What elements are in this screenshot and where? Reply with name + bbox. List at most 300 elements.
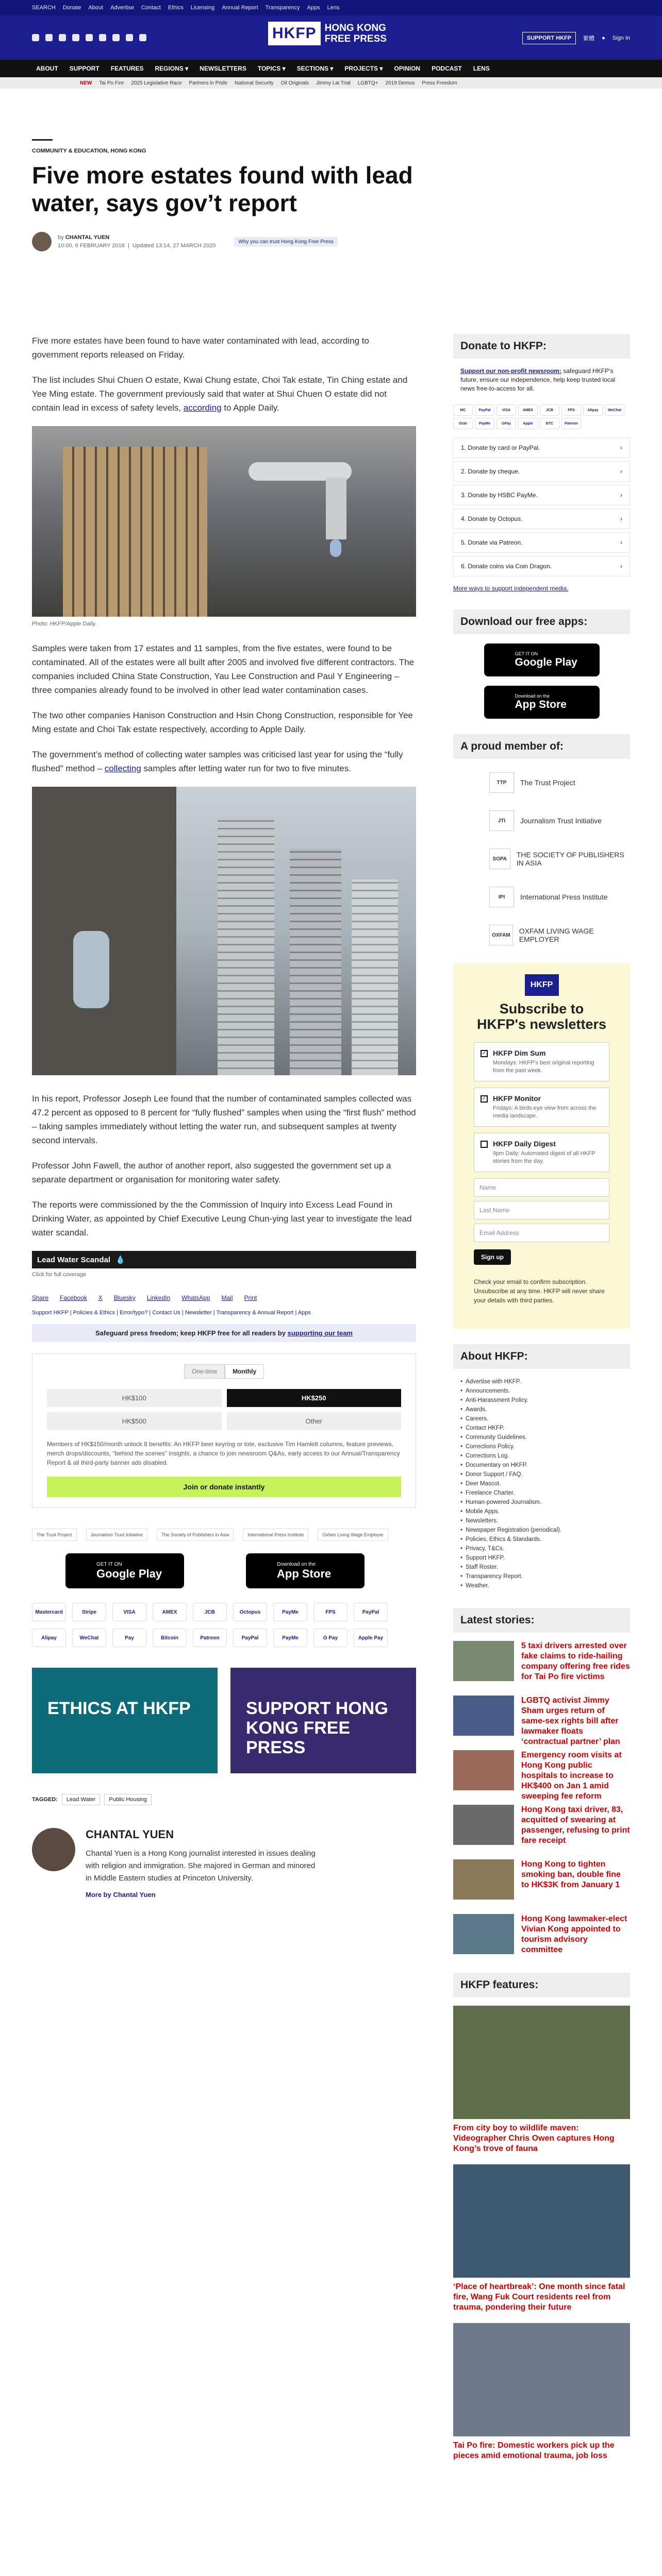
feature-story[interactable]: [453, 2323, 630, 2461]
member-logo: OXFAM: [489, 925, 513, 945]
payment-logo: Alipay: [32, 1629, 66, 1647]
donate-option[interactable]: [453, 509, 630, 529]
about-heading: About HKFP:: [453, 1344, 630, 1369]
nav-item[interactable]: OPINION: [394, 65, 421, 72]
member-org[interactable]: [489, 806, 630, 835]
sign-in-link[interactable]: Sign In: [612, 35, 630, 41]
article-title: Five more estates found with lead water, says gov’t report: [32, 162, 413, 216]
about-item[interactable]: [460, 1451, 623, 1461]
newsletter-option[interactable]: [474, 1042, 609, 1081]
topbar-link[interactable]: Annual Report: [222, 5, 258, 11]
about-link[interactable]: Policies, Ethics & Standards.: [466, 1536, 542, 1543]
latest-story[interactable]: [453, 1641, 630, 1684]
site-logo[interactable]: [268, 22, 387, 45]
language-link[interactable]: 繁體: [583, 36, 595, 42]
latest-heading: Latest stories:: [453, 1608, 630, 1633]
feature-headline[interactable]: ‘Place of heartbreak’: One month since fatal fire, Wang Fuk Court residents reel from trauma, pondering their future: [453, 2282, 625, 2312]
topbar-link[interactable]: Ethics: [168, 5, 184, 11]
nav-item[interactable]: SUPPORT: [69, 65, 100, 72]
topbar-link[interactable]: Advertise: [110, 5, 134, 11]
about-link[interactable]: Human-powered Journalism.: [466, 1499, 542, 1505]
chevron-right-icon: ›: [620, 468, 622, 475]
amount-option[interactable]: HK$500: [47, 1412, 222, 1430]
topbar-link[interactable]: Contact: [141, 5, 161, 11]
member-org[interactable]: [489, 921, 630, 950]
donate-option-label: 3. Donate by HSBC PayMe.: [461, 492, 538, 499]
story-thumbnail[interactable]: [453, 1696, 514, 1736]
tags-label: TAGGED:: [32, 1797, 58, 1803]
logo-line1: HONG KONG: [324, 23, 386, 33]
about-item[interactable]: [460, 1526, 623, 1535]
payment-card: PayPal: [475, 404, 494, 416]
bullet-icon: •: [460, 1416, 463, 1422]
google-play-button[interactable]: GET IT ON Google Play: [65, 1553, 184, 1588]
app-store-button[interactable]: Download on the App Store: [246, 1553, 365, 1588]
about-link[interactable]: Deer Mascot.: [466, 1481, 501, 1487]
support-team-link[interactable]: supporting our team: [287, 1329, 353, 1337]
newsletter-desc: 9pm Daily: Automated digest of all HKFP stories from the day.: [493, 1150, 595, 1164]
search-link[interactable]: SEARCH: [32, 5, 56, 11]
bullet-icon: •: [460, 1434, 463, 1440]
about-link[interactable]: Community Guidelines.: [466, 1434, 527, 1440]
article-footer-links[interactable]: Support HKFP | Policies & Ethics | Error/typo? | Contact Us | Newsletter | Transparency & Annual Report | Apps: [32, 1310, 311, 1316]
about-item[interactable]: [460, 1442, 623, 1451]
social-icons: [32, 34, 146, 41]
about-item[interactable]: [460, 1423, 623, 1433]
about-item[interactable]: [460, 1433, 623, 1442]
chevron-right-icon: ›: [620, 539, 622, 546]
donate-option[interactable]: [453, 556, 630, 577]
payment-logo: PayMe: [273, 1629, 307, 1647]
nav-item[interactable]: NEWSLETTERS: [200, 65, 246, 72]
photo-caption: Photo: HKFP/Apple Daily.: [32, 621, 97, 627]
about-item[interactable]: [460, 1414, 623, 1423]
nav-item[interactable]: LENS: [473, 65, 490, 72]
linkedin-icon[interactable]: [86, 34, 93, 41]
topbar-link[interactable]: About: [88, 5, 104, 11]
nav-item[interactable]: ABOUT: [36, 65, 58, 72]
donate-option[interactable]: [453, 461, 630, 482]
payment-logo: WeChat: [72, 1629, 106, 1647]
youtube-icon[interactable]: [99, 34, 106, 41]
sidebar-google-play[interactable]: GET IT ON Google Play: [484, 643, 600, 676]
updated-date: Updated 13:14, 27 MARCH 2020: [132, 243, 216, 249]
member-logo: TTP: [489, 772, 514, 793]
share-link[interactable]: Mail: [221, 1294, 233, 1301]
about-item[interactable]: [460, 1553, 623, 1563]
member-badge[interactable]: The Trust Project: [32, 1529, 77, 1541]
about-link[interactable]: Documentary on HKFP.: [466, 1462, 527, 1468]
donate-option-label: 6. Donate coins via Coin Dragon.: [461, 563, 552, 570]
coverage-banner[interactable]: [32, 1251, 416, 1268]
member-logo: SOPA: [489, 849, 510, 869]
payment-logo: JCB: [193, 1603, 227, 1621]
logo-line2: FREE PRESS: [324, 33, 387, 44]
donate-option-label: 2. Donate by cheque.: [461, 468, 520, 475]
about-link[interactable]: Support HKFP.: [466, 1555, 505, 1561]
newsletter-option[interactable]: [474, 1088, 609, 1127]
latest-story[interactable]: [453, 1859, 630, 1903]
more-by-author-link[interactable]: More by Chantal Yuen: [86, 1891, 156, 1899]
amount-option-other[interactable]: Other: [227, 1412, 402, 1430]
story-thumbnail[interactable]: [453, 1914, 514, 1954]
trust-link[interactable]: Why you can trust Hong Kong Free Press: [234, 237, 338, 247]
instagram-icon[interactable]: [59, 34, 66, 41]
bullet-icon: •: [460, 1388, 463, 1394]
bullet-icon: •: [460, 1379, 463, 1385]
bullet-icon: •: [460, 1397, 463, 1403]
about-list: [453, 1377, 630, 1590]
feature-story[interactable]: [453, 2164, 630, 2313]
about-link[interactable]: Mobile Apps.: [466, 1509, 500, 1515]
page-wrap: [32, 139, 630, 2460]
bullet-icon: •: [460, 1444, 463, 1450]
bullet-icon: •: [460, 1471, 463, 1478]
share-link[interactable]: Print: [244, 1294, 257, 1301]
payment-card: Apple: [518, 418, 538, 429]
donate-option-label: 4. Donate by Octopus.: [461, 515, 523, 522]
main-nav: [0, 60, 662, 77]
share-link[interactable]: LinkedIn: [146, 1294, 171, 1301]
about-item[interactable]: [460, 1488, 623, 1498]
mail-icon[interactable]: [112, 34, 120, 41]
donate-widget: [32, 1353, 416, 1508]
bullet-icon: •: [460, 1573, 463, 1580]
about-link[interactable]: Newsletters.: [466, 1518, 499, 1524]
member-name: OXFAM LIVING WAGE EMPLOYER: [519, 927, 594, 943]
bullet-icon: •: [460, 1546, 463, 1552]
about-item[interactable]: [460, 1563, 623, 1572]
bullet-icon: •: [460, 1527, 463, 1533]
donate-blurb: Support our non-profit newsroom: safeguard HKFP’s future, ensure our independence, help keep trusted local news free-to-access for all.: [460, 367, 616, 392]
logo-mark: HKFP: [268, 22, 321, 45]
member-badge[interactable]: Journalism Trust Initiative: [86, 1529, 148, 1541]
subnav-item[interactable]: National Security: [235, 80, 274, 86]
chevron-right-icon: ›: [620, 515, 622, 522]
chevron-right-icon: ›: [620, 563, 622, 570]
support-button[interactable]: SUPPORT HKFP: [522, 32, 576, 44]
about-link[interactable]: Announcements.: [466, 1388, 510, 1394]
about-item[interactable]: [460, 1470, 623, 1479]
app-buttons: [32, 1553, 416, 1588]
paragraph: The reports were commissioned by the the Commission of Inquiry into Excess Lead Found in Drinking Water, as appointed by Chief Executive Leung Chun-ying last year to investigate the lead water scandal.: [32, 1200, 412, 1238]
share-link[interactable]: Bluesky: [113, 1294, 136, 1301]
feature-image[interactable]: [453, 2323, 630, 2436]
payment-card: WeChat: [605, 404, 624, 416]
join-donate-button[interactable]: Join or donate instantly: [47, 1477, 401, 1497]
safeguard-banner: Safeguard press freedom; keep HKFP free for all readers by supporting our team: [32, 1324, 416, 1342]
paragraph: Samples were taken from 17 estates and 11 samples, from the five estates, were found to be contaminated. All of the estates were all built after 2005 and involved five different contractors. The companies included China State Construction, Yau Lee Construction and Paul Y Engineering – three companies already found to be involved in other lead water contamination cases.: [32, 643, 415, 695]
promo-tile[interactable]: SUPPORT HONG KONG FREE PRESS: [230, 1668, 416, 1773]
story-headline[interactable]: 5 taxi drivers arrested over fake claims to ride-hailing company offering free rides for Tai Po fire victims: [521, 1641, 630, 1681]
bullet-icon: •: [460, 1453, 463, 1459]
payment-card: JCB: [540, 404, 559, 416]
payment-card: Patreon: [561, 418, 581, 429]
checkbox[interactable]: ✓: [481, 1095, 488, 1103]
bullet-icon: •: [460, 1509, 463, 1515]
paragraph: The list includes Shui Chuen O estate, Kwai Chung estate, Choi Tak estate, Tin Ching estate and Yee Ming estate. The government previously said that water at Shui Chuen O estate did not contain lead in excess of safety levels, according to Apple Daily.: [32, 375, 408, 413]
about-item[interactable]: [460, 1405, 623, 1414]
author-name[interactable]: CHANTAL YUEN: [86, 1828, 174, 1841]
source-link[interactable]: collecting: [104, 764, 141, 773]
member-badge[interactable]: The Society of Publishers in Asia: [157, 1529, 234, 1541]
member-org[interactable]: [489, 883, 630, 911]
about-link[interactable]: Transparency Report.: [466, 1573, 523, 1580]
share-link[interactable]: Facebook: [60, 1294, 87, 1301]
latest-story[interactable]: [453, 1914, 630, 1957]
nav-item[interactable]: FEATURES: [110, 65, 144, 72]
sign-up-button[interactable]: Sign up: [474, 1249, 511, 1265]
payment-logo: Stripe: [72, 1603, 106, 1621]
share-label[interactable]: Share: [32, 1294, 49, 1301]
x-icon[interactable]: [45, 34, 53, 41]
member-badge[interactable]: International Press Institute: [243, 1529, 308, 1541]
payment-card: BTC: [540, 418, 559, 429]
about-item[interactable]: [460, 1507, 623, 1516]
nav-item[interactable]: TOPICS ▾: [257, 65, 286, 72]
payment-logo: VISA: [112, 1603, 146, 1621]
about-link[interactable]: Freelance Charter.: [466, 1490, 515, 1496]
member-org[interactable]: [489, 844, 630, 873]
tab-monthly[interactable]: Monthly: [225, 1364, 264, 1379]
member-badges: [32, 1529, 416, 1541]
story-thumbnail[interactable]: [453, 1641, 514, 1681]
payment-card: PayMe: [475, 418, 494, 429]
new-badge: NEW: [80, 80, 92, 86]
sub-nav: [0, 77, 662, 89]
threads-icon[interactable]: [72, 34, 79, 41]
member-name: Journalism Trust Initiative: [520, 817, 602, 825]
top-bar: [0, 0, 662, 15]
about-link[interactable]: Careers.: [466, 1416, 489, 1422]
chevron-right-icon: ›: [620, 492, 622, 499]
paragraph: Five more estates have been found to have water contaminated with lead, according to government reports released on Friday.: [32, 336, 369, 360]
bullet-icon: •: [460, 1462, 463, 1468]
share-link[interactable]: WhatsApp: [181, 1294, 210, 1301]
email-input[interactable]: Email Address: [474, 1224, 609, 1242]
newsletter-note: Check your email to confirm subscription. Unsubscribe at any time. HKFP will never share your details with third parties.: [474, 1278, 605, 1304]
story-headline[interactable]: Emergency room visits at Hong Kong public hospitals to increase to HK$400 on Jan 1 amid sweeping fee reform: [521, 1751, 622, 1801]
payment-logo: PayPal: [233, 1629, 267, 1647]
payment-logo: Patreon: [193, 1629, 227, 1647]
member-list: [453, 768, 630, 950]
about-item[interactable]: [460, 1479, 623, 1488]
payment-card: VISA: [496, 404, 516, 416]
about-item[interactable]: [460, 1535, 623, 1544]
newsletter-title: Subscribe to HKFP's newsletters: [476, 1001, 606, 1032]
feature-image[interactable]: [453, 2006, 630, 2119]
nonprofit-link[interactable]: Support our non-profit newsroom:: [460, 367, 561, 375]
payment-logo: Apple Pay: [354, 1629, 388, 1647]
subnav-item[interactable]: Jimmy Lai Trial: [316, 80, 351, 86]
about-link[interactable]: Corrections Policy.: [466, 1444, 515, 1450]
story-headline[interactable]: Hong Kong lawmaker-elect Vivian Kong appointed to tourism advisory committee: [521, 1914, 627, 1954]
about-link[interactable]: Donor Support / FAQ.: [466, 1471, 523, 1478]
topbar-link[interactable]: Apps: [307, 5, 320, 11]
member-name: The Trust Project: [520, 778, 575, 787]
member-badge[interactable]: Oxfam Living Wage Employer: [318, 1529, 388, 1541]
bluesky-icon[interactable]: [126, 34, 133, 41]
waterdrop-icon: 💧: [115, 1256, 125, 1264]
amount-option-selected[interactable]: HK$250: [227, 1389, 402, 1407]
tags: [32, 1794, 416, 1805]
payment-logo: Octopus: [233, 1603, 267, 1621]
nav-item[interactable]: REGIONS ▾: [155, 65, 189, 72]
newsletter-option[interactable]: [474, 1133, 609, 1172]
sidebar: [453, 334, 630, 2471]
donate-option[interactable]: [453, 437, 630, 458]
about-link[interactable]: Contact HKFP.: [466, 1425, 505, 1431]
story-thumbnail[interactable]: [453, 1859, 514, 1900]
payment-methods: [32, 1603, 416, 1647]
name-input[interactable]: Name: [474, 1178, 609, 1197]
donate-option-label: 1. Donate by card or PayPal.: [461, 444, 540, 451]
latest-story[interactable]: [453, 1750, 630, 1801]
donate-heading: Donate to HKFP:: [453, 334, 630, 359]
promo-tiles: [32, 1668, 416, 1773]
donate-option[interactable]: [453, 485, 630, 505]
newsletter-name: HKFP Dim Sum: [493, 1049, 546, 1057]
topbar-link[interactable]: Transparency: [265, 5, 300, 11]
amount-option[interactable]: HK$100: [47, 1389, 222, 1407]
about-item[interactable]: [460, 1396, 623, 1405]
about-item[interactable]: [460, 1377, 623, 1386]
author-avatar[interactable]: [32, 232, 52, 251]
about-item[interactable]: [460, 1572, 623, 1581]
subnav-item[interactable]: Oil Originals: [280, 80, 309, 86]
donate-option-label: 5. Donate via Patreon.: [461, 539, 523, 546]
feature-image[interactable]: [453, 2164, 630, 2278]
story-headline[interactable]: Hong Kong taxi driver, 83, acquitted of swearing at passenger, refusing to print fare receipt: [521, 1805, 630, 1845]
sidebar-app-store[interactable]: Download on the App Store: [484, 686, 600, 719]
tab-one-time[interactable]: One-time: [184, 1364, 225, 1379]
newsletter-name: HKFP Daily Digest: [493, 1140, 556, 1148]
user-icon[interactable]: ●: [602, 35, 605, 41]
checkbox[interactable]: ✓: [481, 1050, 488, 1057]
bullet-icon: •: [460, 1583, 463, 1589]
crumb-accent: [32, 139, 53, 141]
about-link[interactable]: Advertise with HKFP.: [466, 1379, 521, 1385]
subnav-item[interactable]: 2025 Legislative Race: [131, 80, 182, 86]
byline-by: by: [58, 234, 64, 241]
bullet-icon: •: [460, 1425, 463, 1431]
latest-story[interactable]: [453, 1805, 630, 1848]
last-name-input[interactable]: Last Name: [474, 1201, 609, 1219]
newsletter-logo: HKFP: [525, 974, 559, 996]
latest-stories: [453, 1641, 630, 1957]
bullet-icon: •: [460, 1490, 463, 1496]
about-link[interactable]: Newspaper Registration (periodical).: [466, 1527, 562, 1533]
latest-story[interactable]: [453, 1696, 630, 1746]
bullet-icon: •: [460, 1481, 463, 1487]
topbar-link[interactable]: Lens: [327, 5, 340, 11]
breadcrumb[interactable]: COMMUNITY & EDUCATION, HONG KONG: [32, 148, 146, 154]
coverage-caption: Click for full coverage: [32, 1272, 87, 1278]
payment-logo: PayPal: [354, 1603, 388, 1621]
tag-link[interactable]: Public Housing: [104, 1794, 151, 1805]
story-headline[interactable]: Hong Kong to tighten smoking ban, double fine to HK$3K from January 1: [521, 1860, 621, 1889]
about-item[interactable]: [460, 1516, 623, 1526]
donate-option[interactable]: [453, 532, 630, 553]
subnav-item[interactable]: 2019 Demos: [385, 80, 415, 86]
author-link[interactable]: CHANTAL YUEN: [65, 234, 110, 241]
sidebar-payment-cards: [453, 404, 630, 429]
source-link[interactable]: according: [183, 403, 222, 413]
subnav-item[interactable]: Tai Po Fire: [99, 80, 124, 86]
about-item[interactable]: [460, 1461, 623, 1470]
newsletter-box: [453, 963, 630, 1329]
payment-logo: G Pay: [313, 1629, 347, 1647]
facebook-icon[interactable]: [32, 34, 39, 41]
story-headline[interactable]: LGBTQ activist Jimmy Sham urges return of same-sex rights bill after lawmaker floats ‘contractual partner’ plan: [521, 1696, 620, 1746]
feature-story[interactable]: [453, 2006, 630, 2154]
subnav-item[interactable]: Press Freedom: [422, 80, 457, 86]
chevron-right-icon: ›: [620, 444, 622, 451]
payment-logo: AMEX: [153, 1603, 187, 1621]
author-photo[interactable]: [32, 1828, 75, 1871]
about-item[interactable]: [460, 1386, 623, 1396]
feature-headline[interactable]: From city boy to wildlife maven: Videographer Chris Owen captures Hong Kong’s trove of fauna: [453, 2124, 615, 2153]
about-link[interactable]: Corrections Log.: [466, 1453, 509, 1459]
nav-item[interactable]: SECTIONS ▾: [296, 65, 334, 72]
about-link[interactable]: Awards.: [466, 1406, 487, 1413]
bullet-icon: •: [460, 1555, 463, 1561]
author-bio: Chantal Yuen is a Hong Kong journalist interested in issues dealing with religion and immigration. She majored in German and minored in Middle Eastern studies at Princeton University.: [86, 1849, 316, 1883]
bullet-icon: •: [460, 1536, 463, 1543]
article-photo-tap[interactable]: [32, 426, 416, 617]
subnav-item[interactable]: LGBTQ+: [357, 80, 378, 86]
newsletter-desc: Fridays: A birds-eye view from across the media landscape.: [493, 1105, 597, 1119]
member-name: THE SOCIETY OF PUBLISHERS IN ASIA: [516, 851, 624, 867]
more-ways-link[interactable]: More ways to support independent media.: [453, 585, 569, 592]
article-photo-estate[interactable]: [32, 787, 416, 1075]
payment-logo: FPS: [313, 1603, 347, 1621]
share-bar: [32, 1294, 416, 1301]
tag-link[interactable]: Lead Water: [62, 1794, 100, 1805]
about-link[interactable]: Weather.: [466, 1583, 489, 1589]
paragraph: The government’s method of collecting water samples was criticised last year for using the “fully flushed” method – collecting samples after letting water run for two to five minutes.: [32, 750, 403, 773]
about-link[interactable]: Privacy, T&Cs.: [466, 1546, 505, 1552]
paragraph: Professor John Fawell, the author of another report, also suggested the government set up a separate department or organisation for monitoring water safety.: [32, 1161, 391, 1184]
paragraph: In his report, Professor Joseph Lee found that the number of contaminated samples collected was 47.2 percent as opposed to 8 percent for “fully flushed” samples when using the “first flush” method – taking samples immediately without letting the water run, and subsequent samples at twenty second intervals.: [32, 1094, 416, 1145]
payment-logo: PayMe: [273, 1603, 307, 1621]
byline: by CHANTAL YUEN 10:00, 6 FEBRUARY 2016 | Updated 13:14, 27 MARCH 2020 Why you can trust Hong Kong Free Press: [32, 229, 630, 254]
payment-card: GPay: [496, 418, 516, 429]
about-link[interactable]: Staff Roster.: [466, 1564, 499, 1570]
member-org[interactable]: [489, 768, 630, 797]
about-item[interactable]: [460, 1544, 623, 1553]
feature-headline[interactable]: Tai Po fire: Domestic workers pick up the pieces amid emotional trauma, job loss: [453, 2441, 615, 2460]
about-item[interactable]: [460, 1498, 623, 1507]
nav-item[interactable]: PROJECTS ▾: [344, 65, 383, 72]
share-link[interactable]: X: [98, 1294, 103, 1301]
telegram-icon[interactable]: [139, 34, 146, 41]
checkbox[interactable]: [481, 1141, 488, 1148]
promo-tile[interactable]: ETHICS AT HKFP: [32, 1668, 218, 1773]
subnav-item[interactable]: Partners in Pride: [189, 80, 228, 86]
apps-heading: Download our free apps:: [453, 609, 630, 634]
story-thumbnail[interactable]: [453, 1750, 514, 1790]
topbar-link[interactable]: Donate: [62, 5, 81, 11]
topbar-link[interactable]: Licensing: [190, 5, 215, 11]
member-name: International Press Institute: [520, 893, 608, 901]
story-thumbnail[interactable]: [453, 1805, 514, 1845]
about-item[interactable]: [460, 1581, 623, 1590]
publish-date: 10:00, 6 FEBRUARY 2016: [58, 243, 125, 249]
about-link[interactable]: Anti-Harassment Policy.: [466, 1397, 528, 1403]
payment-logo: Mastercard: [32, 1603, 66, 1621]
nav-item[interactable]: PODCAST: [432, 65, 462, 72]
